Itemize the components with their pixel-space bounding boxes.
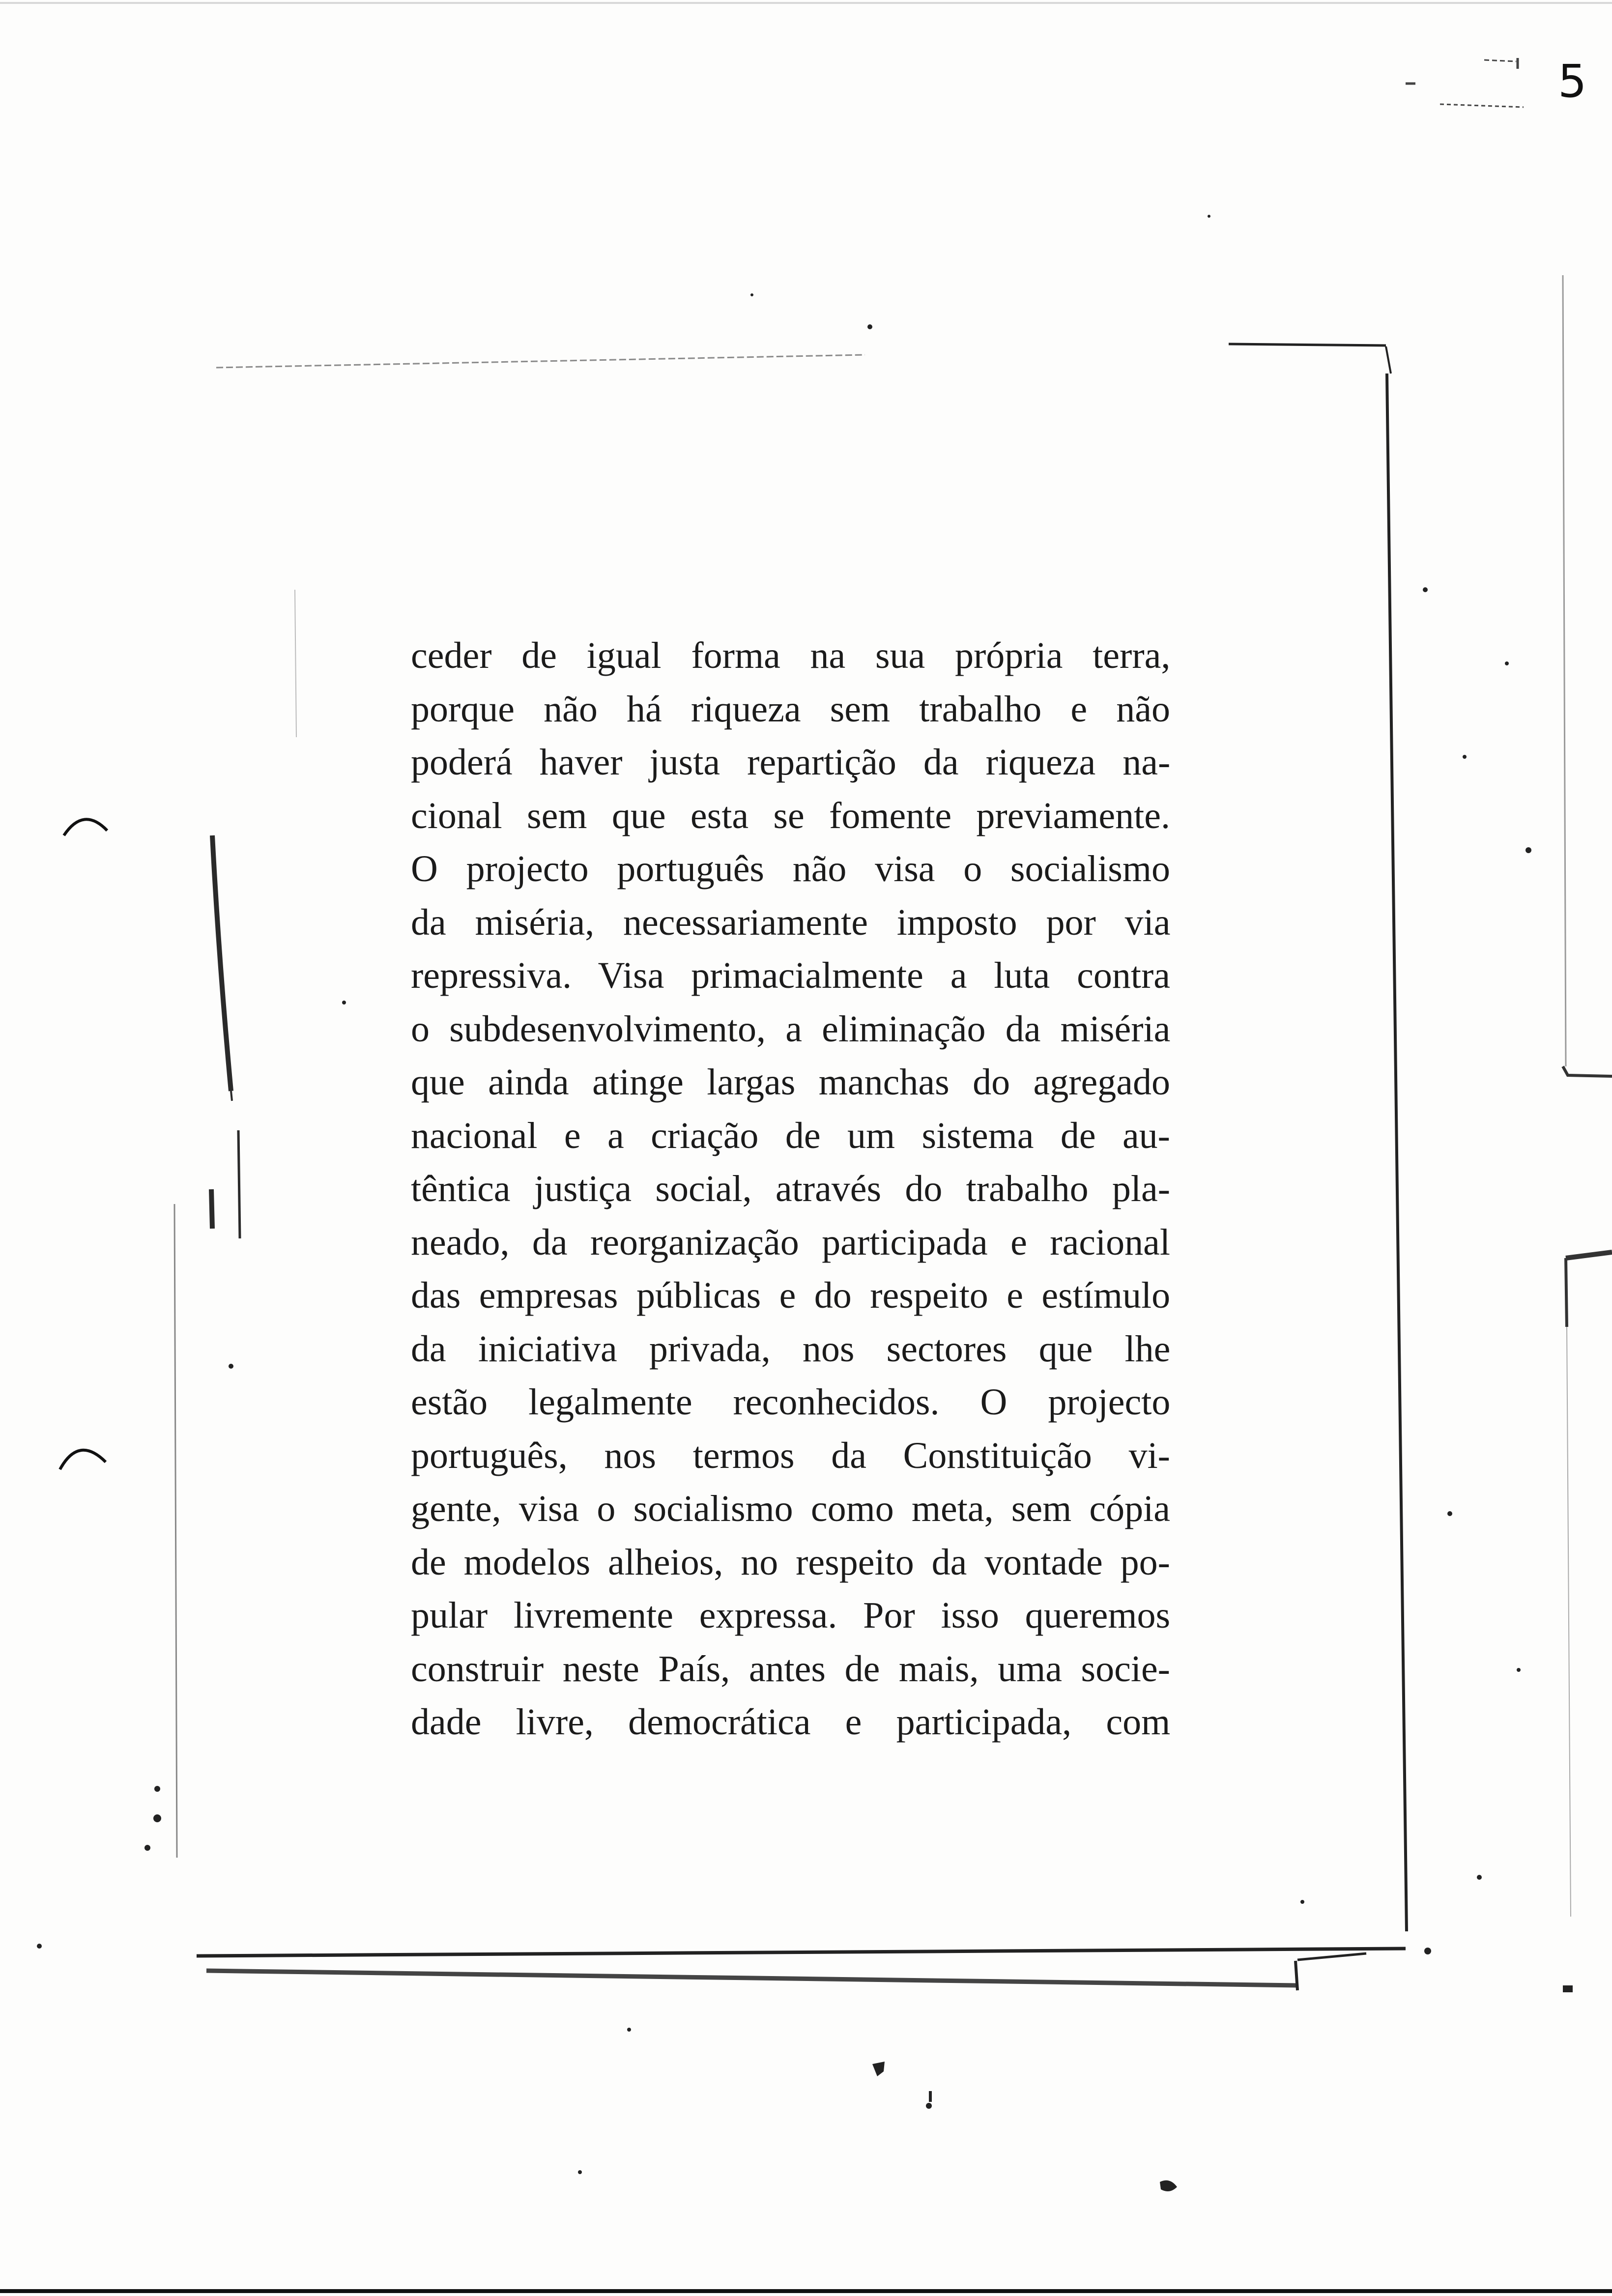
text-line: que ainda atinge largas manchas do agregado: [411, 1062, 1170, 1103]
text-line: construir neste País, antes de mais, uma socie-: [411, 1648, 1170, 1690]
text-line: da miséria, necessariamente imposto por via: [411, 901, 1171, 943]
text-line: estão legalmente reconhecidos. O projecto: [411, 1381, 1171, 1423]
text-line: ceder de igual forma na sua própria terra,: [411, 635, 1171, 676]
bottom-ink-marks: [872, 1985, 1573, 2191]
top-right-scribble: [1406, 58, 1524, 107]
text-line: pular livremente expressa. Por isso queremos: [411, 1595, 1171, 1636]
text-line: de modelos alheios, no respeito da vontade po-: [411, 1541, 1170, 1583]
text-line: das empresas públicas e do respeito e estímulo: [411, 1275, 1171, 1316]
binder-hole-top: [64, 819, 107, 835]
text-line: cional sem que esta se fomente previamente.: [411, 795, 1170, 836]
text-line: nacional e a criação de um sistema de au-: [411, 1115, 1170, 1156]
right-margin-marks: [1563, 275, 1612, 1917]
body-text: [411, 629, 1170, 1749]
text-line: repressiva. Visa primacialmente a luta contra: [411, 955, 1170, 996]
text-line: dade livre, democrática e participada, com: [411, 1701, 1171, 1743]
text-line: português, nos termos da Constituição vi-: [411, 1435, 1170, 1476]
text-line: poderá haver justa repartição da riqueza na-: [411, 742, 1171, 783]
text-line: o subdesenvolvimento, a eliminação da miséria: [411, 1008, 1171, 1050]
text-line: têntica justiça social, através do trabalho pla-: [411, 1168, 1170, 1209]
text-line: porque não há riqueza sem trabalho e não: [411, 688, 1171, 730]
left-margin-marks: [174, 590, 296, 1858]
text-line: da iniciativa privada, nos sectores que lhe: [411, 1328, 1171, 1370]
text-line: neado, da reorganização participada e racional: [411, 1221, 1171, 1263]
binder-hole-bottom: [60, 1450, 106, 1469]
page-number: 5: [1558, 55, 1587, 108]
text-line: O projecto português não visa o socialismo: [411, 848, 1170, 890]
text-line: gente, visa o socialismo como meta, sem cópia: [411, 1488, 1170, 1529]
